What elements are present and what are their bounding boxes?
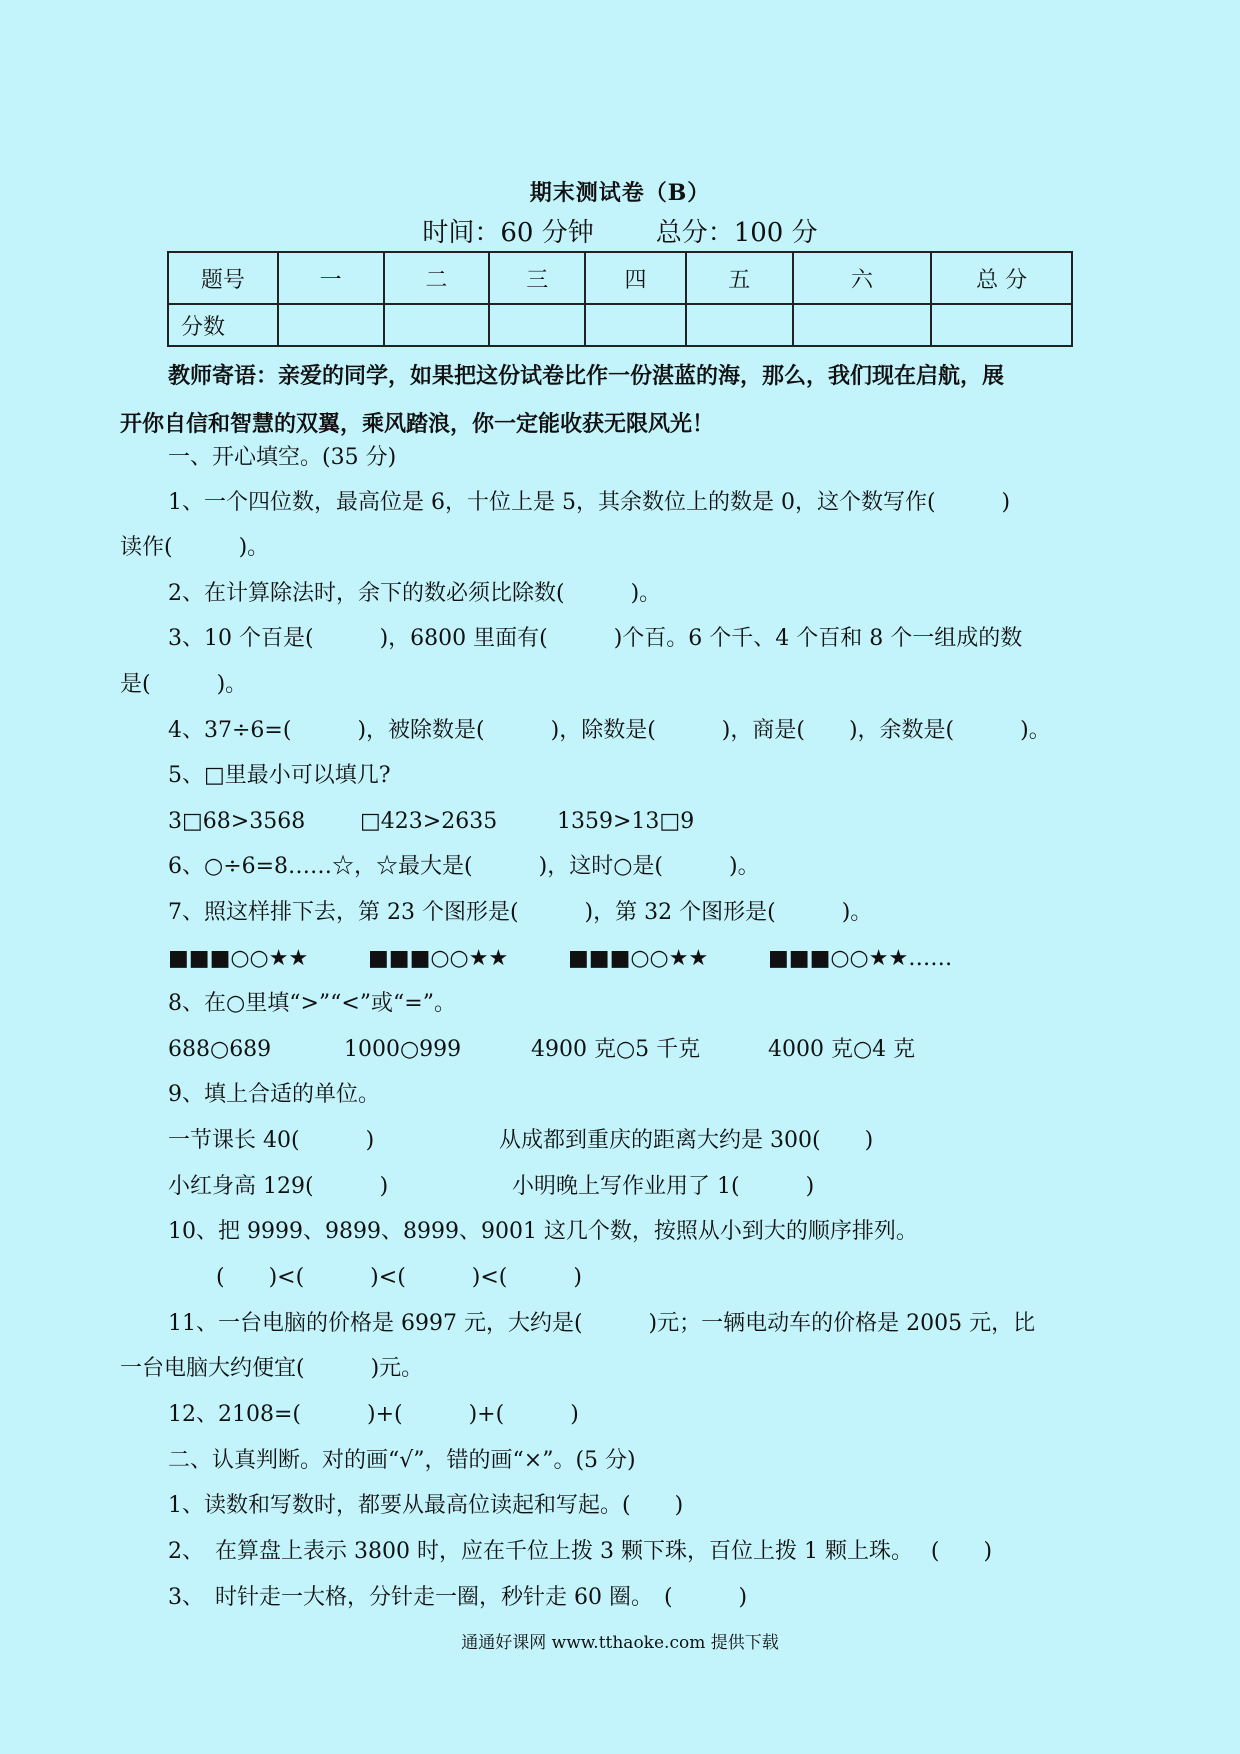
- question-2: 2、在计算除法时，余下的数必须比除数( )。: [168, 581, 662, 606]
- question-3b: 是( )。: [120, 672, 248, 697]
- exam-title: 期末测试卷（B）: [529, 180, 711, 206]
- question-1a: 1、一个四位数，最高位是 6，十位上是 5，其余数位上的数是 0，这个数写作( ): [168, 490, 1011, 515]
- score-header-cell: 总 分: [931, 252, 1072, 304]
- pattern-group: ■■■○○★★: [568, 946, 709, 971]
- question-7: 7、照这样排下去，第 23 个图形是( )，第 32 个图形是( )。: [168, 900, 873, 925]
- section2-heading: 二、认真判断。对的画“√”，错的画“×”。(5 分): [168, 1448, 636, 1473]
- score-header-cell: 四: [585, 252, 686, 304]
- question-1b: 读作( )。: [120, 535, 270, 560]
- total-score: 总分：100 分: [655, 218, 818, 248]
- teacher-note-line1: 教师寄语：亲爱的同学，如果把这份试卷比作一份湛蓝的海，那么，我们现在启航，展: [168, 364, 1005, 389]
- q9-item: 一节课长 40( ): [168, 1128, 375, 1153]
- q8-item: 4000 克○4 克: [768, 1037, 916, 1062]
- question-4: 4、37÷6=( )，被除数是( )，除数是( )，商是( )，余数是( )。: [168, 718, 1051, 743]
- question-11b: 一台电脑大约便宜( )元。: [120, 1356, 424, 1381]
- score-header-cell: 题号: [168, 252, 278, 304]
- score-cell[interactable]: [686, 304, 793, 346]
- question-9: 9、填上合适的单位。: [168, 1082, 380, 1107]
- score-table-header-row: [168, 252, 1072, 304]
- q5-item: 3□68>3568: [168, 809, 306, 834]
- question-10-blanks: ( )<( )<( )<( ): [216, 1265, 582, 1290]
- question-6: 6、○÷6=8……☆，☆最大是( )，这时○是( )。: [168, 854, 760, 879]
- judge-question-3: 3、 时针走一大格，分针走一圈，秒针走 60 圈。 ( ): [168, 1585, 748, 1610]
- score-table-score-row: [168, 304, 1072, 346]
- q9-item: 从成都到重庆的距离大约是 300( ): [499, 1128, 874, 1153]
- q8-item: 688○689: [168, 1037, 272, 1062]
- question-8: 8、在○里填“>”“<”或“=”。: [168, 991, 456, 1016]
- score-cell[interactable]: [278, 304, 384, 346]
- score-header-cell: 三: [489, 252, 585, 304]
- q9-item: 小明晚上写作业用了 1( ): [512, 1174, 815, 1199]
- pattern-group: ■■■○○★★: [168, 946, 309, 971]
- q5-item: 1359>13□9: [557, 809, 695, 834]
- question-8-items: [168, 1035, 1130, 1065]
- teacher-note-line2: 开你自信和智慧的双翼，乘风踏浪，你一定能收获无限风光！: [120, 412, 715, 437]
- judge-question-1: 1、读数和写数时，都要从最高位读起和写起。( ): [168, 1493, 684, 1518]
- question-5-items: [168, 807, 1130, 837]
- pattern-group: ■■■○○★★……: [768, 946, 953, 971]
- score-cell[interactable]: [931, 304, 1072, 346]
- question-3a: 3、10 个百是( )，6800 里面有( )个百。6 个千、4 个百和 8 个一组成的数: [168, 626, 1023, 651]
- score-header-cell: 六: [793, 252, 932, 304]
- score-cell[interactable]: [489, 304, 585, 346]
- pattern-group: ■■■○○★★: [368, 946, 509, 971]
- score-cell[interactable]: [384, 304, 490, 346]
- section1-heading: 一、开心填空。(35 分): [168, 445, 397, 470]
- footer-source: 通通好课网 www.tthaoke.com 提供下载: [461, 1633, 779, 1653]
- judge-question-2: 2、 在算盘上表示 3800 时，应在千位上拨 3 颗下珠，百位上拨 1 颗上珠。 ( ): [168, 1539, 993, 1564]
- score-row-label: 分数: [168, 304, 278, 346]
- q8-item: 4900 克○5 千克: [531, 1037, 701, 1062]
- q8-item: 1000○999: [344, 1037, 462, 1062]
- score-cell[interactable]: [793, 304, 932, 346]
- score-header-cell: 五: [686, 252, 793, 304]
- time-limit: 时间：60 分钟: [422, 218, 594, 248]
- question-12: 12、2108=( )+( )+( ): [168, 1402, 579, 1427]
- q9-item: 小红身高 129( ): [168, 1174, 389, 1199]
- question-10: 10、把 9999、9899、8999、9001 这几个数，按照从小到大的顺序排列。: [168, 1219, 918, 1244]
- score-header-cell: 二: [384, 252, 490, 304]
- question-11a: 11、一台电脑的价格是 6997 元，大约是( )元；一辆电动车的价格是 2005 元，比: [168, 1311, 1036, 1336]
- score-cell[interactable]: [585, 304, 686, 346]
- question-7-pattern: [168, 944, 1130, 974]
- exam-subtitle: [0, 212, 1240, 249]
- question-5: 5、□里最小可以填几?: [168, 763, 391, 788]
- score-header-cell: 一: [278, 252, 384, 304]
- question-9-row1: [168, 1126, 1130, 1156]
- question-9-row2: [168, 1172, 1130, 1202]
- q5-item: □423>2635: [360, 809, 498, 834]
- score-table: [167, 251, 1073, 347]
